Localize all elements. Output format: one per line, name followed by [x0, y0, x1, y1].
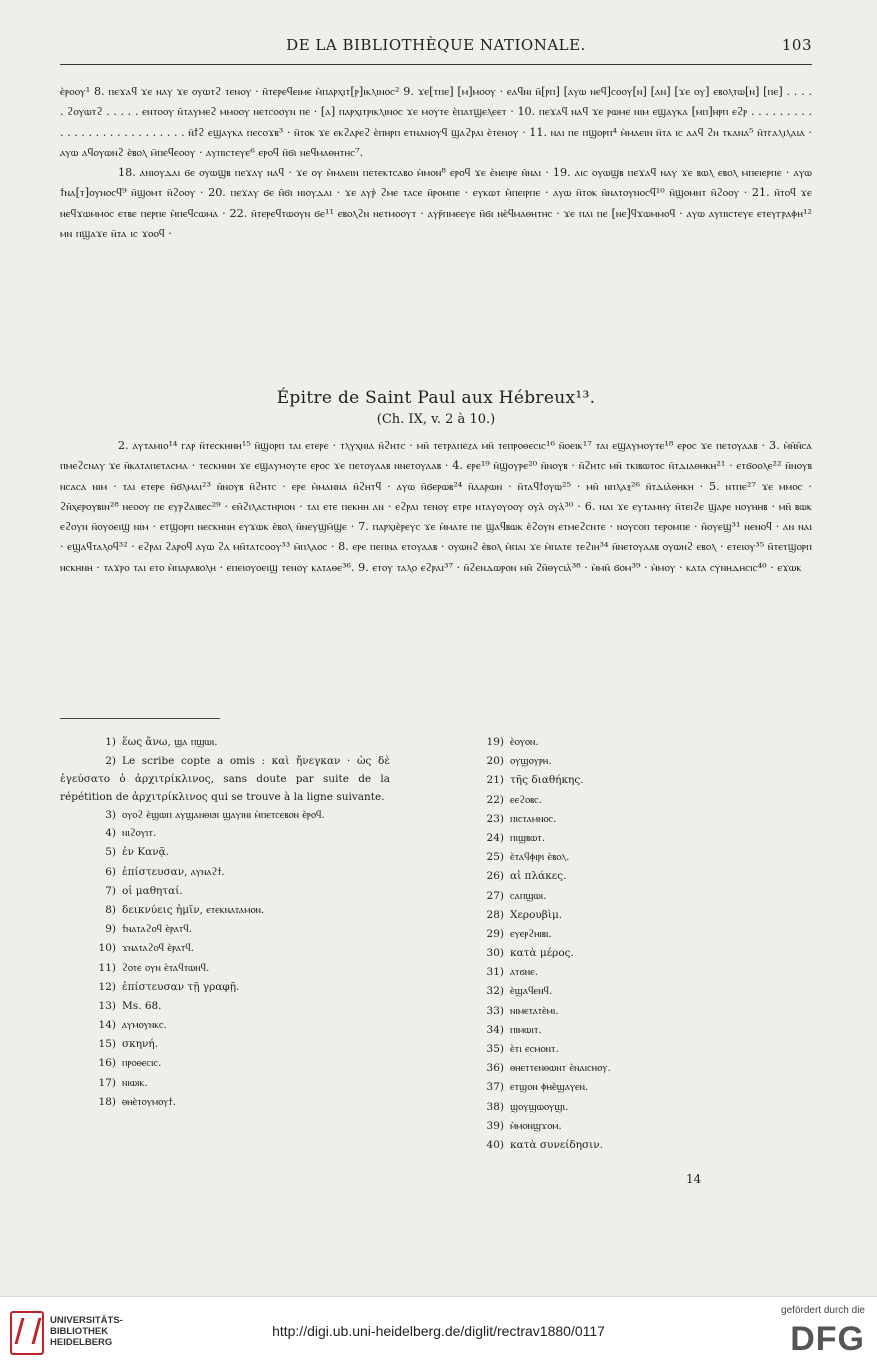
footnotes-left-column	[60, 733, 390, 1112]
footnote-number: 29)	[486, 927, 504, 940]
footnote-text: ϩⲟⲧⲉ ⲟⲩⲛ ⲉ̀ⲧⲁϥⲧⲱⲛϥ.	[122, 961, 210, 974]
footnote-number: 33)	[486, 1004, 504, 1017]
footnote	[60, 843, 390, 862]
footnote-number: 9)	[105, 923, 116, 936]
footnote-number: 2)	[105, 755, 116, 768]
footnote-text: ⲑⲏⲉ̀ⲧⲟⲩⲙⲟⲩϯ.	[122, 1095, 176, 1108]
footnote	[60, 1093, 390, 1112]
footnote	[482, 1002, 812, 1021]
footnote-number: 23)	[486, 812, 504, 825]
paragraph: 2. ⲁⲩⲧⲁⲙⲓⲟ¹⁴ ⲅⲁⲣ ⲛ̄ⲧⲉⲥⲕⲏⲛⲏ¹⁵ ⲛ̄ϣⲟⲣⲡ ⲧⲁⲓ ⲉⲧⲉⲣⲉ · ⲧⲗⲩⲭⲛⲓⲁ ⲛ̄ϩⲏⲧⲥ · ⲙⲛ̄ ⲧⲉⲧⲣⲁⲡⲉⲍⲁ ⲙⲛ̄ ⲧⲉⲡⲣⲟⲑⲉⲥⲓⲥ¹⁶ ⲛ̄ⲟⲉⲓⲕ¹⁷ ⲧⲁⲓ ⲉϣⲁⲩⲙⲟⲩⲧⲉ¹⁸ ⲉⲣⲟⲥ ϫⲉ ⲡⲉⲧⲟⲩⲁⲁⲃ · 3. ⲙ̀ⲛ̄ⲛ̄ⲥⲁ ⲡⲙⲉϩⲥⲛⲁⲩ ϫⲉ ⲛ̄ⲕⲁⲧⲁⲡⲉⲧⲁⲥⲙⲁ · ⲧⲉⲥⲕⲏⲛⲏ ϫⲉ ⲉϣⲁⲩⲙⲟⲩⲧⲉ ⲉⲣⲟⲥ ϫⲉ ⲡⲉⲧⲟⲩⲁⲁⲃ ⲛⲛⲉⲧⲟⲩⲁⲁⲃ · 4. ⲉⲣⲉ¹⁹ ⲛ̄ϣⲟⲩⲣⲉ²⁰ ⲛ̄ⲛⲟⲩⲃ · ⲛ̄ϩⲏⲧⲥ ⲙⲛ̄ ⲧⲕⲓⲃⲱⲧⲟⲥ ⲛ̄ⲧⲇⲓⲁⲑⲏⲕⲏ²¹ · ⲉⲧϭⲟⲟⲗⲉ²² ⲛ̄ⲛⲟⲩⲃ ⲛⲥⲁⲥⲁ ⲛⲓⲙ · ⲧⲁⲓ ⲉⲧⲉⲣⲉ ⲛ̄ϭⲗⲙⲁⲓ²³ ⲛ̄ⲛⲟⲩⲃ ⲛ̄ϩⲏⲧⲥ · ⲉⲣⲉ ⲙ̀ⲙⲁⲛⲛⲁ ⲛ̄ϩⲏⲧϥ · ⲁⲩⲱ ⲛ̄ϭⲉⲣⲱⲃ²⁴ ⲛ̄ⲁⲁⲣⲱⲛ · ⲛ̄ⲧⲁϥϯⲟⲩⲱ²⁵ · ⲙⲛ̄ ⲛⲡⲗⲁⲝ²⁶ ⲛ̄ⲧⲇⲓⲁ̀ⲑⲏⲕⲏ · 5. ⲛⲧⲡⲉ²⁷ ϫⲉ ⲙⲙⲟⲥ · ϩⲛ̄ⲭⲉⲣⲟⲩⲃⲓⲛ²⁸ ⲛⲉⲟⲟⲩ ⲡⲉ ⲉⲩⲣϩⲁⲓⲃⲉⲥ²⁹ · ⲉⲛ̄ϩⲓⲗⲁⲥⲧⲏⲣⲓⲟⲛ · ⲧⲁⲓ ⲉⲧⲉ ⲡⲉⲕⲏⲏ ⲁⲛ · ⲉϩⲣⲁⲓ ⲧⲉⲛⲟⲩ ⲉⲧⲣⲉ ⲛⲧⲁⲩⲟⲩⲟⲟⲩ ⲟⲩⲁ̀ ⲟⲩⲁ̀³⁰ · 6. ⲛⲁⲓ ϫⲉ ⲉⲩⲧⲁⲙⲏⲩ ⲛ̄ⲧⲉⲓϩⲉ ϣⲁⲣⲉ ⲛⲟⲩⲏⲏⲃ · ⲙⲛ̄ ⲃⲱⲕ ⲉϩⲟⲩⲛ ⲛ̄ⲟⲩⲟⲉⲓϣ ⲛⲓⲙ · ⲉⲧϣⲟⲣⲡ ⲛⲉⲥⲕⲏⲛⲏ ⲉⲩϫⲱⲕ ⲉ̀ⲃⲟⲗ ⲛ̄ⲛⲉⲩϣⲙ̄ϣⲉ · 7. ⲡⲁⲣⲭⲓⲉ̀ⲣⲉⲩⲥ ϫⲉ ⲙ̀ⲙⲁⲧⲉ ⲡⲉ ϣⲁϥⲃⲱⲕ ⲉ̀ϩⲟⲩⲛ ⲉⲧⲙⲉϩⲥⲛⲧⲉ · ⲛⲟⲩⲥⲟⲡ ⲧⲉⲣⲟⲙⲡⲉ · ⲛ̄ⲟⲩⲉϣ³¹ ⲛⲉⲛⲟϥ · ⲁⲛ ⲛⲁⲓ · ⲉϣⲁϥⲧⲁⲗⲟϥ³² · ⲉϩⲣⲁⲓ ϩⲁⲣⲟϥ ⲁⲩⲱ ϩⲁ ⲙⲛ̄ⲧⲁⲧⲥⲟⲟⲩ³³ ⲙ̄ⲡⲗⲁⲟⲥ · 8. ⲉⲣⲉ ⲡⲉⲡⲛⲁ ⲉⲧⲟⲩⲁⲁⲃ · ⲟⲩⲱⲛϩ ⲉ̀ⲃⲟⲗ ⲙ̀ⲡⲁⲓ ϫⲉ ⲙ̀ⲡⲁⲧⲉ ⲧⲉϩⲓⲏ³⁴ ⲛ̄ⲛⲉⲧⲟⲩⲁⲁⲃ ⲟⲩⲱⲛϩ ⲉⲃⲟⲗ · ⲉⲧⲉⲓⲟⲩ³⁵ ⲛ̄ⲧⲉⲧϣⲟⲣⲡ ⲛⲥⲕⲏⲛⲏ · ⲧⲁϫⲣⲟ ⲧⲁⲓ ⲉⲧⲟ ⲙ̀ⲡⲁⲣⲁⲃⲟⲗⲏ · ⲉⲡⲉⲓⲟⲩⲟⲉⲓϣ ⲧⲉⲛⲟⲩ ⲕⲁⲧⲁⲑⲉ³⁶. 9. ⲉⲧⲟⲩ ⲧⲁⲗⲟ ⲉϩⲣⲁⲓ³⁷ · ⲛ̄ϩⲉⲛⲇⲱⲣⲟⲛ ⲙⲛ̄ ϩⲛ̄ⲑⲩⲥⲓⲁ̀³⁸ · ⲙ̀ⲙⲛ̄ ϭⲟⲙ³⁹ · ⲙ̀ⲙⲟⲩ · ⲕⲁⲧⲁ ⲥⲩⲛⲏⲇⲏⲥⲓⲥ⁴⁰ · ⲉϫⲱⲕ	[60, 439, 812, 574]
footnote-number: 12)	[98, 980, 116, 993]
footnote-text: Χερουβὶμ.	[510, 908, 563, 921]
footnote	[482, 1059, 812, 1078]
footnote-text: ⲉ̀ⲧⲓ ⲉⲥⲙⲟⲛⲧ.	[510, 1043, 559, 1055]
footnote-text: ϣⲟⲩϣⲱⲟⲩϣⲓ.	[510, 1100, 569, 1113]
running-head	[60, 36, 812, 54]
footnote-text: κατὰ συνείδησιν.	[510, 1138, 603, 1151]
footnote	[482, 906, 812, 925]
footnote	[60, 959, 390, 978]
footnote-rule	[60, 718, 220, 719]
library-name-line: UNIVERSITÄTS-	[50, 1315, 123, 1326]
footnote	[482, 752, 812, 771]
footnote-text: ⲉⲩⲉⲣϩⲏⲓⲃⲓ.	[510, 927, 552, 940]
footnote	[60, 1074, 390, 1093]
footnote-text: ⲉⲧϣⲟⲛ ⲫⲏⲉ̀ϣⲁⲩⲉⲛ.	[510, 1081, 589, 1094]
footnote-text: ⲛⲓϩⲟⲩⲓⲧ.	[122, 827, 157, 840]
footnote-text: ϫⲛⲁⲧⲁϩⲟϥ ⲉ̀ⲣⲁⲧϥ.	[122, 942, 195, 955]
library-name-line: BIBLIOTHEK	[50, 1326, 109, 1337]
footnote-number: 27)	[486, 889, 504, 902]
footnote-text: ἐπίστευσαν τῇ γραφῇ.	[122, 980, 240, 993]
footnote-text: Le scribe copte a omis : καὶ ἤνεγκαν · ὡς δὲ ἐγεύσατο ὁ ἀρχιτρίκλινος, sans doute par suite de la répétition de ἀρχιτρίκλινος qui se trouve à la ligne suivante.	[60, 755, 390, 804]
footnote-number: 11)	[98, 961, 116, 974]
footnote	[60, 733, 390, 752]
footnote	[60, 863, 390, 882]
coptic-text-john	[60, 82, 812, 376]
footnote	[482, 982, 812, 1001]
footnote-text: σκηνή.	[122, 1038, 159, 1051]
paragraph: 18. ⲁⲛⲓⲟⲩⲇⲁⲓ ϭⲉ ⲟⲩⲱϣⲃ ⲡⲉϫⲁⲩ ⲛⲁϥ · ϫⲉ ⲟⲩ ⲙ̀ⲙⲁⲉⲓⲛ ⲡⲉⲧⲉⲕⲧⲥⲁⲃⲟ ⲙ̀ⲙⲟⲛ⁸ ⲉⲣⲟϥ ϫⲉ ⲉ̀ⲛⲉⲓⲣⲉ ⲛ̄ⲛⲁⲓ · 19. ⲁⲓⲥ ⲟⲩⲱϣⲃ ⲡⲉϫⲁϥ ⲛⲁⲩ ϫⲉ ⲃⲱⲗ ⲉⲃⲟⲗ ⲙⲡⲉⲓⲉⲣⲡⲉ · ⲁⲩⲱ ϯⲛⲁ[ⲧ]ⲟⲩⲛⲟⲥϥ⁹ ⲛ̄ϣⲟⲙⲧ ⲛ̄ϩⲟⲟⲩ · 20. ⲡⲉϫⲁⲩ ϭⲉ ⲛ̄ϭⲓ ⲛⲓⲟⲩⲇⲁⲓ · ϫⲉ ⲁⲩⲣ̀ ϩⲙⲉ ⲧⲁⲥⲉ ⲛ̄ⲣⲟⲙⲡⲉ · ⲉⲩⲕⲱⲧ ⲙ̀ⲡⲉⲓⲣⲡⲉ · ⲁⲩⲱ ⲛ̄ⲧⲟⲕ ⲛ̄ⲛⲁⲧⲟⲩⲛⲟⲥϥ¹⁰ ⲛ̄ϣⲟⲙⲛⲧ ⲛ̄ϩⲟⲟⲩ · 21. ⲛ̄ⲧⲟϥ ϫⲉ ⲛⲉϥϫⲱⲙⲙⲟⲥ ⲉⲧⲃⲉ ⲡⲉⲣⲡⲉ ⲙ̀ⲡⲉϥⲥⲱⲙⲁ · 22. ⲛ̄ⲧⲉⲣⲉϥⲧⲱⲟⲩⲛ ϭⲉ¹¹ ⲉⲃⲟⲗϩⲛ ⲛⲉⲧⲙⲟⲟⲩⲧ · ⲁⲩⲣ̄ⲡⲙⲉⲉⲩⲉ ⲛ̄ϭⲓ ⲛⲉ̀ϥⲙⲁⲑⲏⲧⲏⲥ · ϫⲉ ⲡⲁⲓ ⲡⲉ [ⲛⲉ]ϥϫⲱⲙⲙⲟϥ · ⲁⲩⲱ ⲁⲩⲡⲓⲥⲧⲉⲩⲉ ⲉⲧⲉⲩⲅⲣⲁⲫⲏ¹² ⲙⲛ ⲡϣⲁϫⲉ ⲛ̄ⲧⲁ ⲓⲥ ϫⲟⲟϥ ·	[60, 166, 812, 241]
footnote	[60, 1035, 390, 1054]
footnote-number: 6)	[105, 865, 116, 878]
footnote-text: οἱ μαθηταί.	[122, 884, 183, 897]
footnote-number: 10)	[98, 942, 116, 955]
footnote-number: 30)	[486, 947, 504, 960]
footnote	[60, 806, 390, 824]
footnote-number: 31)	[486, 966, 504, 979]
footnote-number: 22)	[486, 793, 504, 806]
footnote-number: 36)	[486, 1062, 504, 1075]
footnote-number: 14)	[98, 1019, 116, 1032]
footnote	[60, 882, 390, 901]
footnote-text: ⲁⲧϭⲛⲉ.	[510, 966, 539, 979]
footnote-number: 5)	[105, 846, 116, 859]
footnote-text: τῆς διαθήκης.	[510, 774, 584, 787]
footnote-number: 28)	[486, 908, 504, 921]
section-subheading: (Ch. IX, v. 2 à 10.)	[376, 412, 496, 427]
footnote	[482, 771, 812, 790]
footnote-number: 4)	[105, 827, 116, 840]
footnote-number: 24)	[486, 831, 504, 844]
footnote-number: 39)	[486, 1119, 504, 1132]
footnote-number: 16)	[98, 1057, 116, 1070]
footnote	[482, 925, 812, 944]
footnote	[60, 901, 390, 920]
footnote	[482, 1117, 812, 1136]
funded-by-label: gefördert durch die	[781, 1305, 865, 1316]
running-head-title: DE LA BIBLIOTHÈQUE NATIONALE.	[286, 36, 586, 54]
footnote-number: 18)	[98, 1095, 116, 1108]
header-rule	[60, 64, 812, 65]
footnote-number: 3)	[105, 809, 116, 822]
footnote-text: Ms. 68.	[122, 999, 162, 1012]
footnote-number: 20)	[486, 755, 504, 768]
page-number: 103	[781, 36, 812, 54]
footnote	[482, 944, 812, 963]
footnote-number: 38)	[486, 1100, 504, 1113]
footnote-number: 1)	[105, 736, 116, 748]
footnote-text: δεικνύεις ἡμῖν, ⲉⲧⲉⲕⲛⲁⲧⲁⲙⲟⲛ.	[122, 903, 265, 916]
footnote-text: ⲡⲣⲟⲑⲉⲥⲓⲥ.	[122, 1057, 162, 1070]
footnote-text: ⲛⲓⲙⲉⲧⲁⲧⲉ̀ⲙⲓ.	[510, 1004, 559, 1017]
footnote	[482, 848, 812, 867]
footnote	[482, 1078, 812, 1097]
footnote-number: 40)	[486, 1138, 504, 1151]
footnote-number: 32)	[486, 985, 504, 998]
footnote-number: 21)	[486, 774, 504, 787]
section-heading: Épitre de Saint Paul aux Hébreux¹³.	[276, 388, 596, 408]
footnote	[60, 920, 390, 939]
footnote-text: ⲟⲩϣⲟⲩⲣⲏ.	[510, 755, 552, 768]
footnote-text: ⲉ̀ⲟⲩⲟⲛ.	[510, 736, 539, 748]
footnote	[482, 963, 812, 982]
footnote-text: ἐν Κανᾷ.	[122, 846, 170, 859]
footnote	[482, 810, 812, 829]
footnote	[60, 1016, 390, 1035]
footnote-text: ἕως ἄνω, ϣⲁ ⲡϣⲱⲓ.	[122, 736, 218, 748]
footnote-text: ⲡⲓⲥⲧⲁⲙⲛⲟⲥ.	[510, 812, 557, 825]
footnote	[60, 978, 390, 997]
footnote	[482, 1136, 812, 1155]
paragraph: ⲉ̀ⲣⲟⲟⲩ¹ 8. ⲡⲉϫⲁϥ ϫⲉ ⲛⲁⲩ ϫⲉ ⲟⲩⲱⲧϩ ⲧⲉⲛⲟⲩ · ⲛ̄ⲧⲉⲣⲉϥⲉⲓⲙⲉ ⲙ̀ⲡⲁⲣⲭⲓⲧ[ⲣ]ⲓⲕⲗⲓⲛⲟⲥ² 9. ϫⲉ[ⲧⲡⲉ] [ⲙ]ⲙⲟⲟⲩ · ⲉⲁϥⲛⲓ ⲛ̄[ⲣⲡ] [ⲁⲩⲱ ⲛⲉϥ]ⲥⲟⲟⲩ[ⲛ] [ⲁⲛ] [ϫⲉ ⲟⲩ] ⲉⲃⲟⲗⲧⲱ[ⲛ] [ⲡⲉ] . . . . . ϩⲟⲩⲱⲧϩ . . . . . ⲉⲛⲧⲟⲟⲩ ⲛ̄ⲧⲁⲩⲙⲉϩ ⲙⲙⲟⲟⲩ ⲛⲉⲧⲥⲟⲟⲩⲛ ⲡⲉ · [ⲁ] ⲡⲁⲣⲭⲓⲧⲣⲓⲕⲗⲓⲛⲟⲥ ϫⲉ ⲙⲟⲩⲧⲉ ⲉ̀ⲡⲁⲧϣⲉⲗⲉⲉⲧ · 10. ⲡⲉϫⲁϥ ⲛⲁϥ ϫⲉ ⲣⲱⲙⲉ ⲛⲓⲙ ⲉϣⲁⲩⲕⲁ [ⲙⲡ]ⲏⲣⲡ ⲉϩⲣ . . . . . . . . . . . . . . . . . . . . . . . . . . . ⲛ̄ϯϩ ⲉϣⲁⲩⲕⲁ ⲡⲉⲥⲟϫⲃ³ · ⲛ̄ⲧⲟⲕ ϫⲉ ⲉⲕϩⲁⲣⲉϩ ⲉ̀ⲡⲏⲣⲡ ⲉⲧⲛⲁⲛⲟⲩϥ ϣⲁϩⲣⲁⲓ ⲉ̀ⲧⲉⲛⲟⲩ · 11. ⲛⲁⲓ ⲡⲉ ⲡϣⲟⲣⲡ⁴ ⲙ̀ⲙⲁⲉⲓⲛ ⲛ̄ⲧⲁ ⲓⲥ ⲁⲁϥ ϩⲛ ⲧⲕⲁⲛⲁ⁵ ⲛ̄ⲧⲅⲁⲗⲓⲗⲁⲓⲁ · ⲁⲩⲱ ⲁϥⲟⲩⲱⲛϩ ⲉ̀ⲃⲟⲗ ⲙ̄ⲡⲉϥⲉⲟⲟⲩ · ⲁⲩⲡⲓⲥⲧⲉⲩⲉ⁶ ⲉⲣⲟϥ ⲛ̄ϭⲓ ⲛⲉϥⲙⲁⲑⲏⲧⲏⲥ⁷.	[60, 85, 812, 159]
dfg-logo: DFG	[790, 1320, 865, 1358]
footnote-number: 26)	[486, 870, 504, 883]
footnote	[60, 752, 390, 806]
footnote	[60, 824, 390, 843]
footnote-text: αἱ πλάκες.	[510, 870, 567, 883]
footnotes	[60, 733, 812, 1173]
footnote	[482, 733, 812, 752]
footnote	[482, 1040, 812, 1059]
footnote-text: ϯⲛⲁⲧⲁϩⲟϥ ⲉ̀ⲣⲁⲧϥ.	[122, 923, 193, 936]
footnote	[482, 867, 812, 886]
footnote-text: ἐπίστευσαν, ⲁⲩⲛⲁϩϯ.	[122, 865, 225, 878]
footnote	[60, 1054, 390, 1073]
footnote-number: 7)	[105, 884, 116, 897]
footnote-text: ⲡⲓϣⲃⲱⲧ.	[510, 831, 546, 844]
footnote-number: 8)	[105, 903, 116, 916]
footnote-text: ⲙ̀ⲙⲟⲛϣϫⲟⲙ.	[510, 1119, 562, 1132]
footnote-text: ⲉⲉϩⲟⲃⲥ.	[510, 793, 543, 806]
footnote-number: 25)	[486, 851, 504, 864]
footnote-number: 37)	[486, 1081, 504, 1094]
footnote-number: 15)	[98, 1038, 116, 1051]
footnote	[60, 939, 390, 958]
footnote-number: 17)	[98, 1076, 116, 1089]
footnote-number: 35)	[486, 1043, 504, 1055]
footnote	[482, 1098, 812, 1117]
footnote-number: 13)	[98, 999, 116, 1012]
footnotes-right-column	[482, 733, 812, 1155]
footnote-text: ⲉ̀ϣⲁϥⲉⲛϥ.	[510, 985, 553, 998]
footer-bar	[0, 1296, 877, 1370]
footnote	[482, 791, 812, 810]
footnote	[482, 887, 812, 906]
footnote-number: 19)	[486, 736, 504, 748]
footnote-text: κατὰ μέρος.	[510, 947, 574, 960]
source-url[interactable]: http://digi.ub.uni-heidelberg.de/diglit/rectrav1880/0117	[272, 1323, 605, 1339]
footnote-number: 34)	[486, 1023, 504, 1036]
footnote	[482, 1021, 812, 1040]
library-name-line: HEIDELBERG	[50, 1337, 113, 1348]
footnote-text: ⲥⲁⲡϣⲱⲓ.	[510, 889, 547, 902]
footnote	[482, 829, 812, 848]
footnote-text: ⲛⲓⲱⲓⲕ.	[122, 1076, 148, 1089]
footnote-text: ⲉ̀ⲧⲁϥⲫⲓⲣⲓ ⲉ̀ⲃⲟⲗ.	[510, 851, 570, 864]
footnote-text: ⲁⲩⲙⲟⲩⲛⲕⲥ.	[122, 1019, 167, 1032]
footnote-text: ⲡⲓⲙⲱⲓⲧ.	[510, 1023, 542, 1036]
coptic-text-hebrews	[60, 436, 812, 702]
signature-mark: 14	[686, 1172, 702, 1186]
footnote-text: ⲑⲏⲉⲧⲧⲉⲛⲑⲱⲛⲧ ⲉ̀ⲛⲁⲓⲥⲏⲟⲩ.	[510, 1062, 611, 1075]
footnote	[60, 997, 390, 1016]
footnote-text: ⲟⲩⲟϩ ⲉ̀ϣⲱⲡ ⲁⲩϣⲁⲛⲑⲓϧⲓ ϣⲁⲩⲓⲛⲓ ⲙ̀ⲡⲉⲧⲥⲉⲃⲟⲛ ⲉ̀ⲣⲟϥ.	[122, 809, 325, 822]
